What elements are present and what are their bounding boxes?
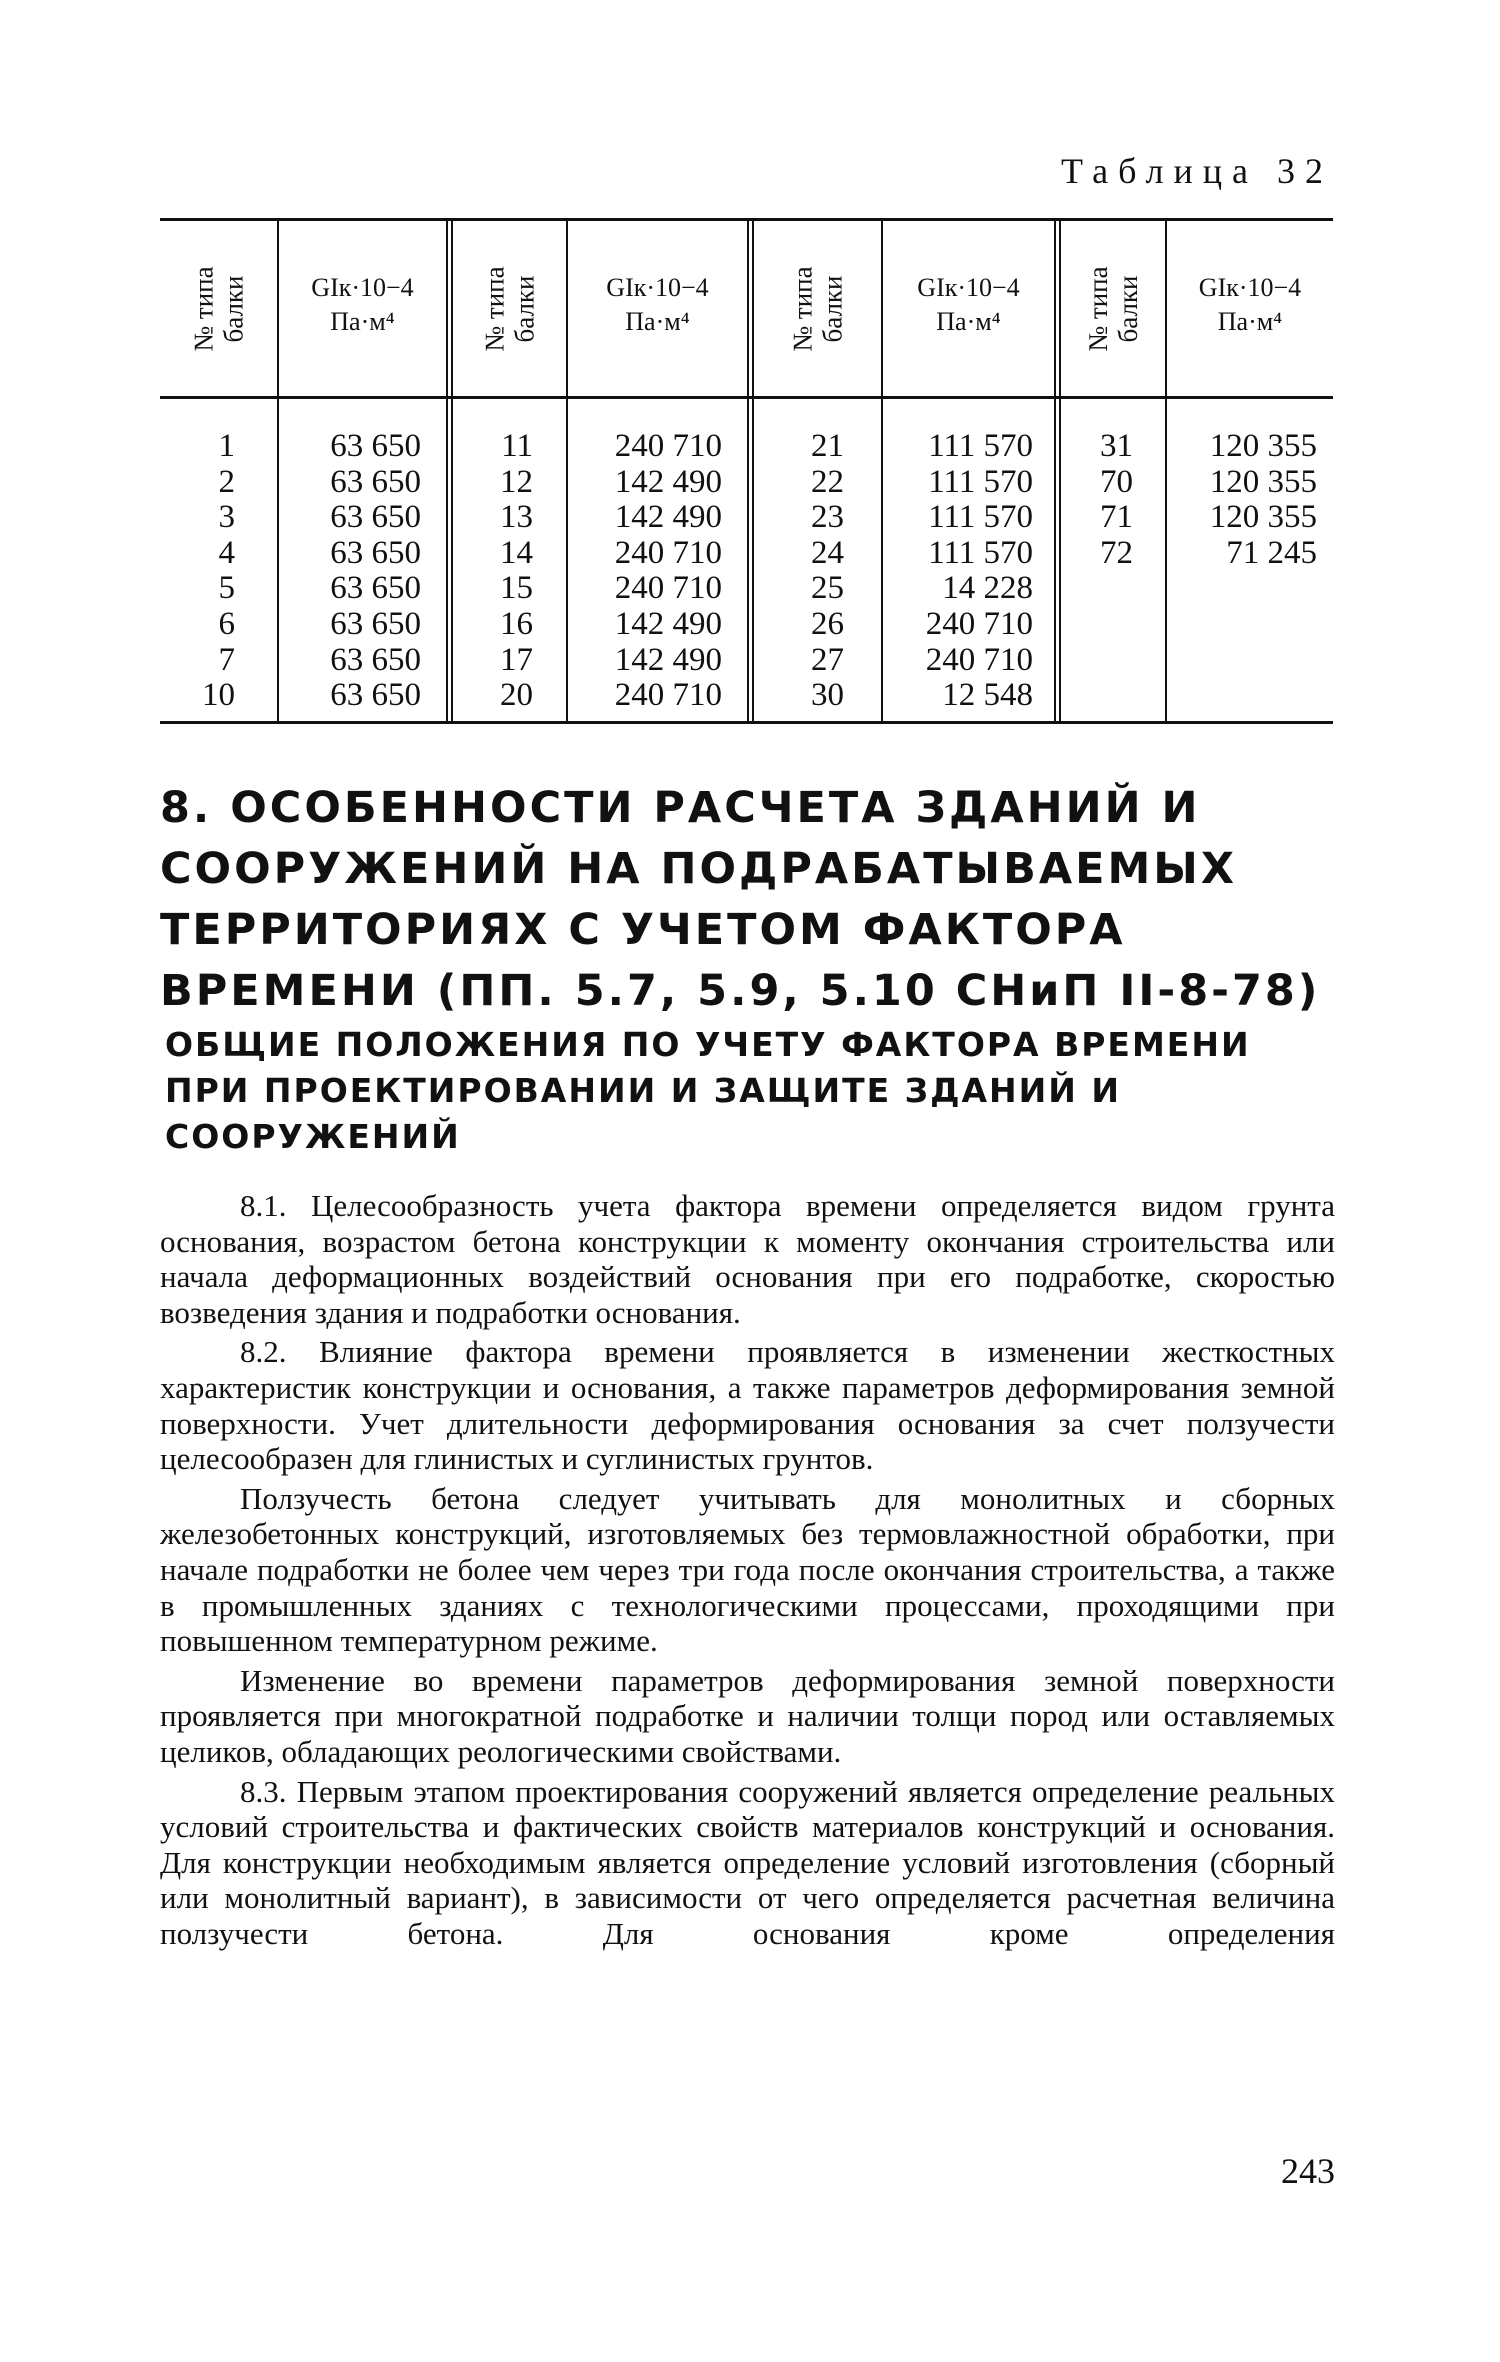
column-divider xyxy=(747,221,754,721)
column-values-1: 63 650 63 650 63 650 63 650 63 650 63 650 63 650 63 650 xyxy=(330,428,421,714)
header-value-4: GIк·10−4 Па·м⁴ xyxy=(1198,273,1302,336)
header-type-4: № типа балки xyxy=(1083,265,1143,352)
header-type-3: № типа балки xyxy=(787,265,848,352)
data-table xyxy=(160,218,1333,724)
paragraph: 8.2. Влияние фактора времени проявляется в изменении жесткостных характеристик конструкции и основания, а также параметров деформирования земной поверхности. Учет длительности деформирования основания за счет ползучести целесообразен для глинистых и суглинистых грунтов. xyxy=(160,1334,1335,1477)
header-value-3: GIк·10−4 Па·м⁴ xyxy=(917,273,1020,336)
header-type-1: № типа балки xyxy=(188,265,249,352)
header-value-2: GIк·10−4 Па·м⁴ xyxy=(606,273,709,336)
column-values-2: 240 710 142 490 142 490 240 710 240 710 142 490 142 490 240 710 xyxy=(614,428,722,714)
paragraph: 8.1. Целесообразность учета фактора времени определяется видом грунта основания, возрастом бетона конструкции к моменту окончания строительства или начала деформационных воздействий основания при его подработке, скоростью возведения здания и подработки основания. xyxy=(160,1188,1335,1330)
header-value-1: GIк·10−4 Па·м⁴ xyxy=(311,273,414,336)
column-divider xyxy=(446,221,453,721)
section-title: 8. ОСОБЕННОСТИ РАСЧЕТА ЗДАНИЙ И СООРУЖЕНИЙ НА ПОДРАБАТЫВАЕМЫХ ТЕРРИТОРИЯХ С УЧЕТОМ ФАКТОРА ВРЕМЕНИ (ПП. 5.7, 5.9, 5.10 СНиП II-8-78) xyxy=(160,783,1321,1016)
column-types-3: 21 22 23 24 25 26 27 30 xyxy=(811,428,844,714)
column-values-4: 120 355 120 355 120 355 71 245 xyxy=(1209,428,1317,571)
page-number: 243 xyxy=(1281,2151,1335,2191)
column-values-3: 111 570 111 570 111 570 111 570 14 228 240 710 240 710 12 548 xyxy=(925,428,1033,714)
subsection-title: ОБЩИЕ ПОЛОЖЕНИЯ ПО УЧЕТУ ФАКТОРА ВРЕМЕНИ ПРИ ПРОЕКТИРОВАНИИ И ЗАЩИТЕ ЗДАНИЙ И СООРУЖЕНИЙ xyxy=(165,1025,1251,1156)
table-caption: Таблица 32 xyxy=(1061,151,1333,191)
paragraph: 8.3. Первым этапом проектирования сооружений является определение реальных условий строительства и фактических свойств материалов конструкций и основания. Для конструкции необходимым является определение условий изготовления (сборный или монолитный вариант), в зависимости от чего определяется расчетная величина ползучести бетона. Для основания кроме определения xyxy=(160,1773,1335,1951)
column-divider xyxy=(1054,221,1061,721)
paragraph: Изменение во времени параметров деформирования земной поверхности проявляется при многократной подработке и наличии толщи пород или оставляемых целиков, обладающих реологическими свойствами. xyxy=(160,1662,1335,1769)
column-types-4: 31 70 71 72 xyxy=(1100,428,1133,571)
header-type-2: № типа балки xyxy=(479,265,540,352)
body-text xyxy=(160,1188,1335,1955)
column-types-2: 11 12 13 14 15 16 17 20 xyxy=(500,428,533,714)
column-types-1: 1 2 3 4 5 6 7 10 xyxy=(202,428,235,714)
paragraph: Ползучесть бетона следует учитывать для монолитных и сборных железобетонных конструкций, изготовляемых без термовлажностной обработки, при начале подработки не более чем через три года после окончания строительства, а также в промышленных зданиях с технологическими процессами, проходящими при повышенном температурном режиме. xyxy=(160,1480,1335,1659)
